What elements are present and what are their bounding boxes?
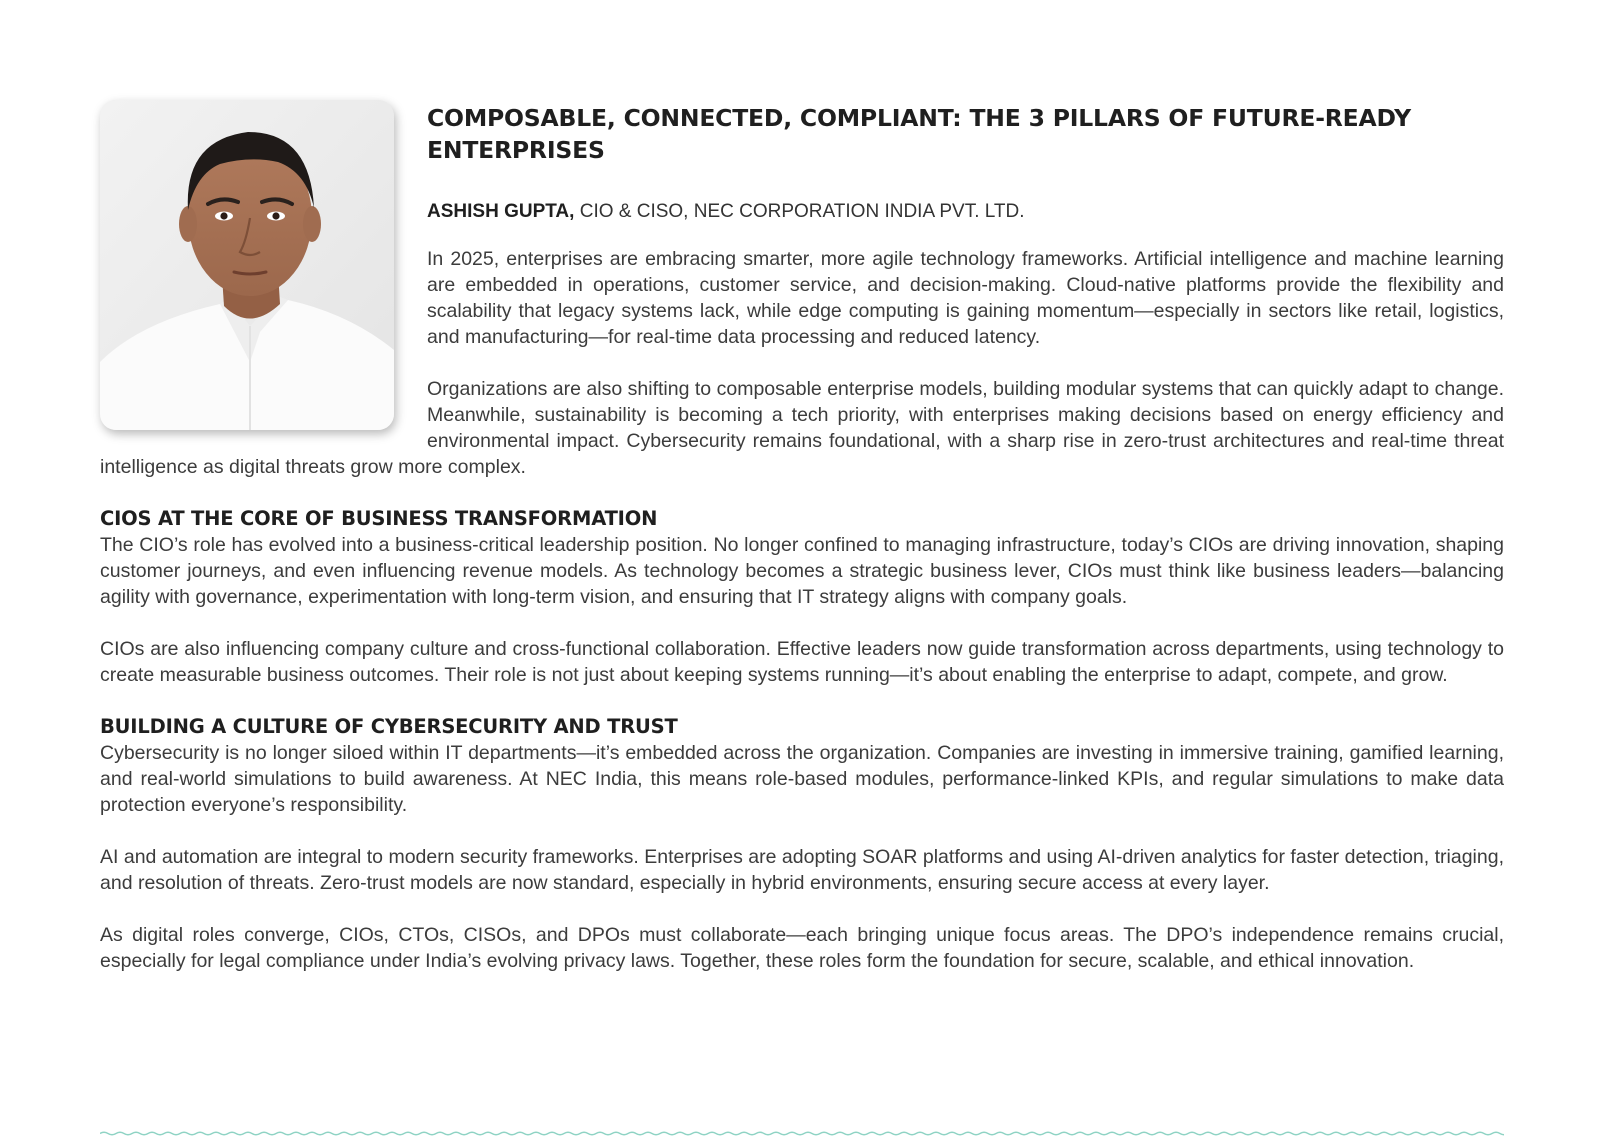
intro-paragraph: Organizations are also shifting to composable enterprise models, building modular systems that can quickly adapt to change. Meanwhile, sustainability is becoming a tech priority, with enterprises making decisions based on energy efficiency and environmental impact. Cybersecurity remains foundational, with a sharp rise in zero-trust architectures and real-time threat intelligence as digital threats grow more complex. <box>100 378 1504 478</box>
author-role: CIO & CISO, NEC CORPORATION INDIA PVT. LTD. <box>579 201 1025 222</box>
intro-paragraph: In 2025, enterprises are embracing smarter, more agile technology frameworks. Artificial intelligence and machine learning are embedded in operations, customer service, and decision-making. Cloud-native platforms provide the flexibility and scalability that legacy systems lack, while edge computing is gaining momentum—especially in sectors like retail, logistics, and manufacturing—for real-time data processing and reduced latency. <box>427 248 1504 348</box>
footer-wave-divider <box>100 1130 1504 1137</box>
section-paragraph: As digital roles converge, CIOs, CTOs, CISOs, and DPOs must collaborate—each bringing unique focus areas. The DPO’s independence remains crucial, especially for legal compliance under India’s evolving privacy laws. Together, these roles form the foundation for secure, scalable, and ethical innovation. <box>100 924 1504 972</box>
section-paragraph: Cybersecurity is no longer siloed within IT departments—it’s embedded across the organization. Companies are investing in immersive training, gamified learning, and real-world simulations to build awareness. At NEC India, this means role-based modules, performance-linked KPIs, and regular simulations to make data protection everyone’s responsibility. <box>100 742 1504 816</box>
article <box>100 100 1504 1000</box>
author-name: ASHISH GUPTA, <box>427 201 575 222</box>
section-heading: BUILDING A CULTURE OF CYBERSECURITY AND TRUST <box>100 715 678 738</box>
section-paragraph: AI and automation are integral to modern security frameworks. Enterprises are adopting SOAR platforms and using AI-driven analytics for faster detection, triaging, and resolution of threats. Zero-trust models are now standard, especially in hybrid environments, ensuring secure access at every layer. <box>100 846 1504 894</box>
article-title: COMPOSABLE, CONNECTED, COMPLIANT: THE 3 PILLARS OF FUTURE-READY ENTERPRISES <box>427 104 1411 164</box>
section-heading: CIOS AT THE CORE OF BUSINESS TRANSFORMATION <box>100 507 658 530</box>
section-paragraph: CIOs are also influencing company culture and cross-functional collaboration. Effective leaders now guide transformation across departments, using technology to create measurable business outcomes. Their role is not just about keeping systems running—it’s about enabling the enterprise to adapt, compete, and grow. <box>100 638 1504 686</box>
author-portrait <box>100 100 394 430</box>
portrait-image <box>100 100 394 430</box>
section-paragraph: The CIO’s role has evolved into a business-critical leadership position. No longer confined to managing infrastructure, today’s CIOs are driving innovation, shaping customer journeys, and even influencing revenue models. As technology becomes a strategic business lever, CIOs must think like business leaders—balancing agility with governance, experimentation with long-term vision, and ensuring that IT strategy aligns with company goals. <box>100 534 1504 608</box>
